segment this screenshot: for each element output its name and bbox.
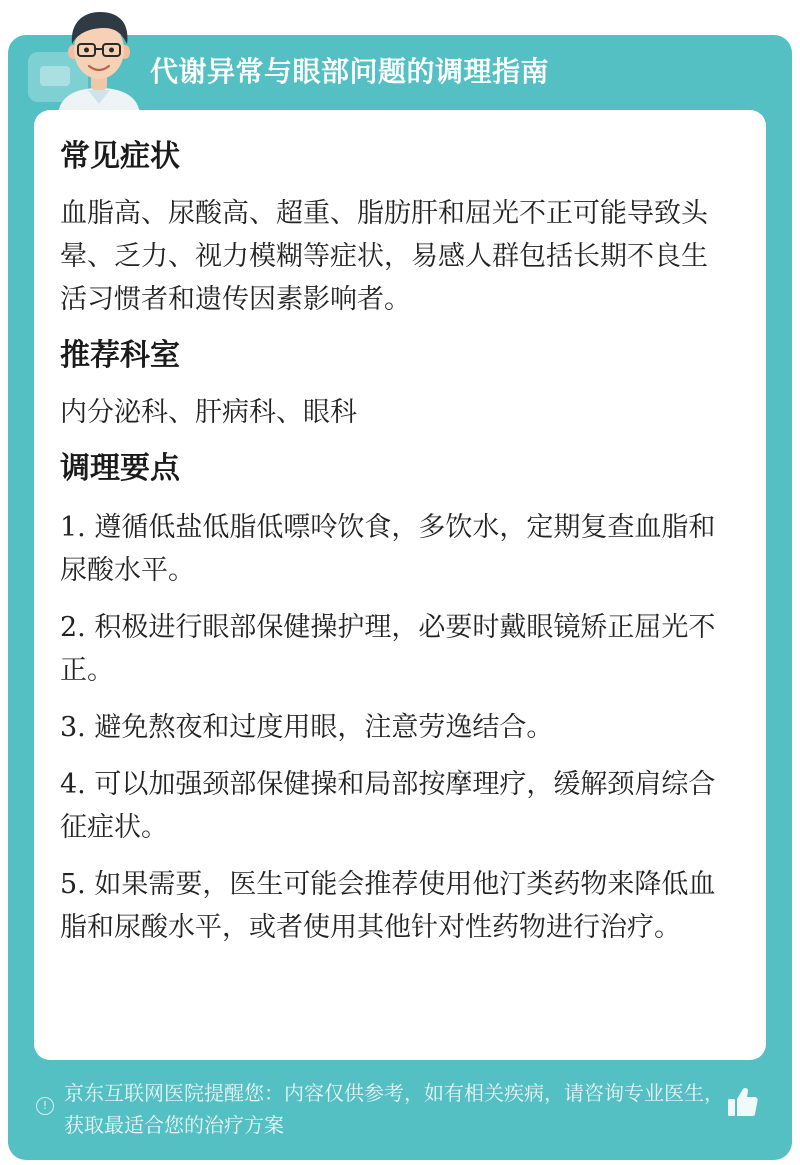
list-item-number: 2. — [60, 612, 86, 643]
page-title: 代谢异常与眼部问题的调理指南 — [150, 55, 550, 88]
thumbs-up-icon[interactable] — [724, 1084, 760, 1120]
tips-list — [60, 506, 732, 949]
symptoms-text: 血脂高、尿酸高、超重、脂肪肝和屈光不正可能导致头晕、乏力、视力模糊等症状，易感人群包括长期不良生活习惯者和遗传因素影响者。 — [60, 198, 708, 315]
info-icon: ! — [36, 1097, 54, 1115]
list-item-number: 3. — [60, 712, 86, 743]
footer-text: 京东互联网医院提醒您：内容仅供参考，如有相关疾病，请咨询专业医生，获取最适合您的治疗方案 — [64, 1081, 724, 1137]
section-title-departments: 推荐科室 — [60, 338, 180, 373]
list-item-number: 5. — [60, 869, 86, 900]
content-body — [60, 132, 732, 949]
list-item-text: 遵循低盐低脂低嘌呤饮食，多饮水，定期复查血脂和尿酸水平。 — [60, 512, 716, 586]
list-item-text: 如果需要，医生可能会推荐使用他汀类药物来降低血脂和尿酸水平，或者使用其他针对性药物进行治疗。 — [60, 869, 716, 943]
list-item — [60, 763, 732, 849]
list-item-number: 4. — [60, 769, 86, 800]
departments-text: 内分泌科、肝病科、眼科 — [60, 397, 357, 428]
list-item — [60, 863, 732, 949]
list-item-text: 避免熬夜和过度用眼，注意劳逸结合。 — [94, 712, 554, 743]
section-title-tips: 调理要点 — [60, 451, 180, 486]
section-title-symptoms: 常见症状 — [60, 139, 180, 174]
list-item — [60, 706, 732, 749]
list-item-text: 积极进行眼部保健操护理，必要时戴眼镜矫正屈光不正。 — [60, 612, 716, 686]
doctor-avatar — [44, 4, 154, 114]
list-item — [60, 606, 732, 692]
content-card — [34, 110, 766, 1060]
list-item-number: 1. — [60, 512, 86, 543]
list-item-text: 可以加强颈部保健操和局部按摩理疗，缓解颈肩综合征症状。 — [60, 769, 716, 843]
list-item — [60, 506, 732, 592]
